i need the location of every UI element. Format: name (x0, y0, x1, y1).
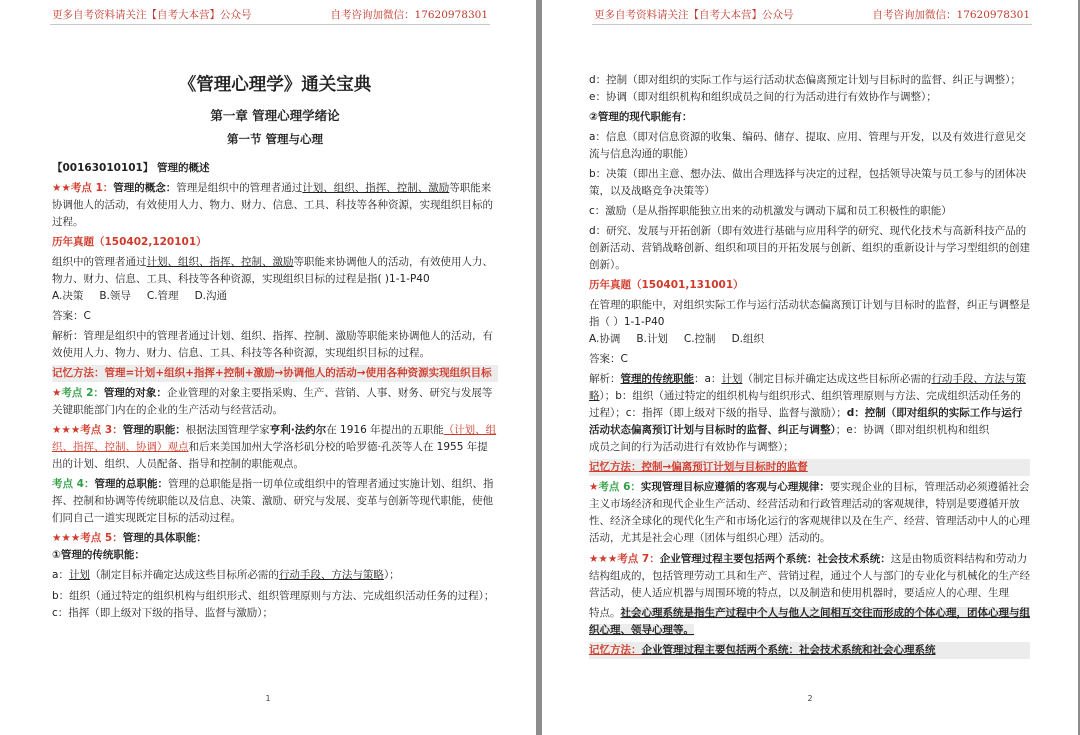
exam-analysis: 解析：管理的传统职能：a：计划（制定目标并确定达成这些目标所必需的行动手段、方法与策略）；b：组织（通过特定的组织机构与组织形式、组织管理原则与方法、完成组织活动任务的过程）；c：指挥（即上级对下级的指导、监督与激励）；d：控制（即对组织的实际工作与运行活动状态偏离预订计划与目标时的监督、纠正与调整）；e：协调（即对组织机构和组织 (589, 373, 1026, 436)
function-item-de: d：控制（即对组织的实际工作与运行活动状态偏离预定计划与目标时的监督、纠正与调整）；e：协调（即对组织机构和组织成员之间的行为活动进行有效协作与调整）； (589, 74, 1021, 103)
header-divider (592, 24, 1032, 25)
key-point-4: 考点 4：管理的总职能：管理的总职能是指一切单位或组织中的管理者通过实施计划、组织、指挥、控制和协调等传统职能以及信息、决策、激励、研究与发展、变革与创新等现代职能，使他们同自己一道实现既定目标的活动过程。 (52, 478, 494, 524)
exam-answer: 答案：C (52, 310, 91, 322)
option: D.沟通 (194, 290, 227, 302)
section-title: 第一节 管理与心理 (226, 132, 323, 146)
page-header (0, 5, 536, 23)
modern-item-d: d：研究、发展与开拓创新（即有效进行基础与应用科学的研究、现代化技术与高新科技产品的创新活动、营销战略创新、组织和项目的开拓发展与创新、组织的重新设计与学习型组织的创建创新）。 (589, 225, 1030, 271)
key-point-7-cont: 特点。社会心理系统是指生产过程中个人与他人之间相互交往而形成的个体心理，团体心理与组织心理、领导心理等。 (589, 607, 1030, 636)
option: A.决策 (52, 290, 84, 302)
page-body (589, 72, 1030, 659)
memory-method: 记忆方法：管理=计划+组织+指挥+控制+激励→协调他人的活动→使用各种资源实现组织目标 (52, 365, 498, 382)
memory-method: 记忆方法：控制→偏离预订计划与目标时的监督 (589, 459, 1030, 476)
modern-item-c: c：激励（是从指挥职能独立出来的动机激发与调动下属和员工积极性的职能） (589, 205, 952, 217)
option: A.协调 (589, 333, 621, 345)
modern-item-a: a：信息（即对信息资源的收集、编码、储存、提取、应用、管理与开发，以及有效进行意见交流与信息沟通的职能） (589, 131, 1026, 160)
option: C.管理 (146, 290, 179, 302)
modern-item-b: b：决策（即出主意、想办法、做出合理选择与决定的过程，包括领导决策与员工参与的团体决策，以及战略竞争决策等） (589, 168, 1027, 197)
chapter-title: 第一章 管理心理学绪论 (210, 108, 340, 123)
exam-options (589, 331, 1030, 348)
exam-question: 在管理的职能中，对组织实际工作与运行活动状态偏离预订计划与目标时的监督，纠正与调整是指（ ）1-1-P40 (589, 299, 1030, 328)
exam-answer: 答案：C (589, 353, 628, 365)
option: B.领导 (99, 290, 131, 302)
page-number: 2 (807, 694, 813, 703)
memory-method: 记忆方法：企业管理过程主要包括两个系统：社会技术系统和社会心理系统 (589, 642, 1030, 659)
key-point-2: ★考点 2：管理的对象：企业管理的对象主要指采购、生产、营销、人事、财务、研究与发展等关键职能部门内在的企业的生产活动与经营活动。 (52, 387, 493, 416)
function-item-bc: b：组织（通过特定的组织机构与组织形式、组织管理原则与方法、完成组织活动任务的过程）；c：指挥（即上级对下级的指导、监督与激励）； (52, 590, 495, 619)
key-point-6: ★考点 6：实现管理目标应遵循的客观与心理规律：要实现企业的目标，管理活动必须遵循社会主义市场经济和现代企业生产活动、经营活动和行政管理活动的客观规律，特别是要遵循开放性、经济全球化的现代化生产和市场化运行的客观规律以及在生产、经营、管理活动中人的心理活动，尤其是社会心理（团体与组织心理）活动的。 (589, 481, 1030, 544)
code-heading: 【00163010101】 管理的概述 (52, 162, 210, 174)
key-point-term: 管理的概念： (113, 182, 177, 194)
option: B.计划 (636, 333, 668, 345)
exam-question: 组织中的管理者通过计划、组织、指挥、控制、激励等职能来协调他人的活动，有效使用人力、物力、财力、信息、工具、科技等各种资源，实现组织目标的过程是指( )1-1-P40 (52, 256, 493, 285)
header-left: 更多自考资料请关注【自考大本营】公众号 (594, 9, 794, 21)
star-rating: ★★ (52, 182, 71, 194)
header-right: 自考咨询加微信：17620978301 (330, 9, 488, 21)
page-number: 1 (265, 694, 271, 703)
exam-label: 历年真题（150402,120101） (52, 236, 207, 248)
header-left: 更多自考资料请关注【自考大本营】公众号 (52, 9, 252, 21)
option: C.控制 (683, 333, 716, 345)
subheading-traditional: ①管理的传统职能： (52, 549, 145, 561)
page-header (542, 5, 1078, 23)
page-body (52, 30, 498, 622)
function-item-a: a：计划（制定目标并确定达成这些目标所必需的行动手段、方法与策略）； (52, 569, 400, 581)
document-page-1 (0, 0, 536, 735)
exam-label: 历年真题（150401,131001） (589, 279, 744, 291)
exam-analysis-cont: 成员之间的行为活动进行有效协作与调整）； (589, 441, 794, 453)
exam-options (52, 288, 498, 305)
document-page-2 (542, 0, 1078, 735)
key-point-5: ★★★考点 5：管理的具体职能： (52, 532, 207, 544)
exam-analysis: 解析：管理是组织中的管理者通过计划、组织、指挥、控制、激励等职能来协调他人的活动，有效使用人力、物力、财力、信息、工具、科技等各种资源，实现组织目标的过程。 (52, 330, 493, 359)
key-point-7: ★★★考点 7：企业管理过程主要包括两个系统：社会技术系统：这是由物质资料结构和劳动力结构组成的，包括管理劳动工具和生产、营销过程，通过个人与部门的专业化与机械化的生产经营活动，使人适应机器与周围环境的特点，以及制造和使用机器时，要适应人的心理、生理 (589, 553, 1030, 599)
option: D.组织 (731, 333, 764, 345)
header-right: 自考咨询加微信：17620978301 (872, 9, 1030, 21)
key-point-3: ★★★考点 3：管理的职能：根据法国管理学家亨利·法约尔在 1916 年提出的五职能（计划、组织、指挥、控制、协调）观点和后来美国加州大学洛杉矶分校的哈罗德·孔茨等人在 1955 年提出的计划、组织、人员配备、指导和控制的职能观点。 (52, 424, 497, 470)
header-divider (50, 24, 490, 25)
subheading-modern: ②管理的现代职能有： (589, 111, 693, 123)
key-point-1: ★★考点 1：管理的概念：管理是组织中的管理者通过计划、组织、指挥、控制、激励等职能来协调他人的活动，有效使用人力、物力、财力、信息、工具、科技等各种资源，实现组织目标的过程。 (52, 182, 493, 228)
document-title: 《管理心理学》通关宝典 (178, 75, 372, 95)
key-point-label: 考点 1： (70, 182, 114, 194)
